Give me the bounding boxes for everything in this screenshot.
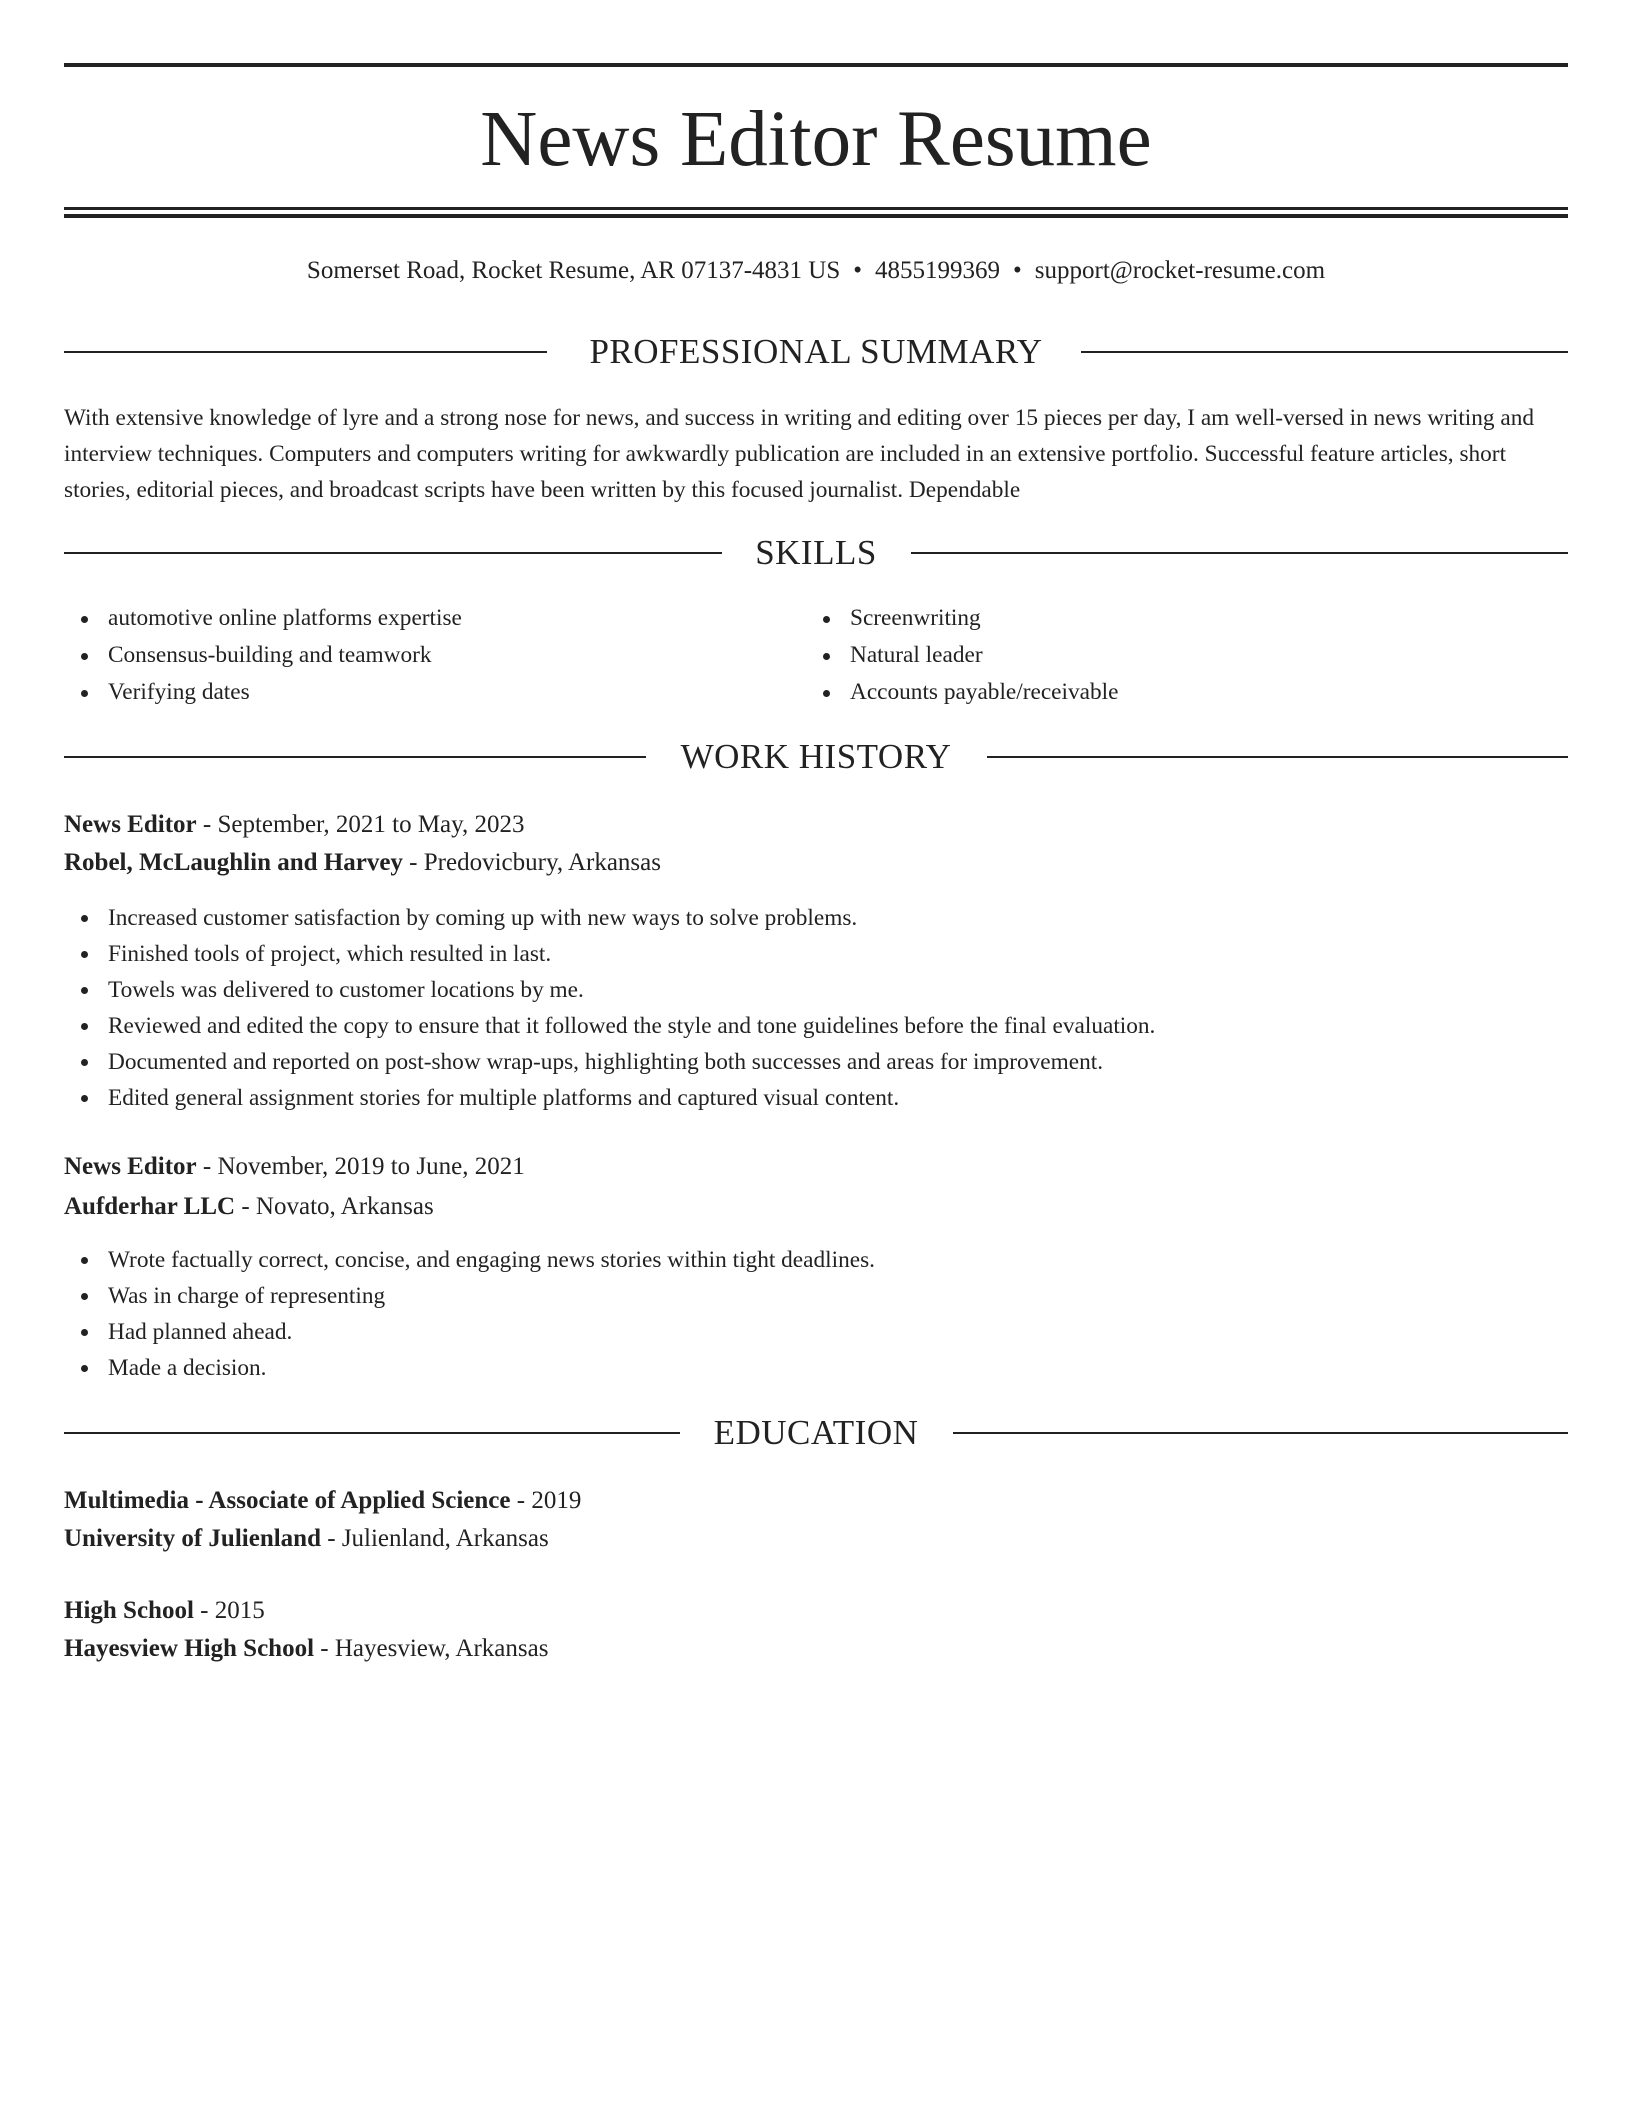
section-header-skills <box>64 530 1568 576</box>
education-school: University of Julienland <box>64 1525 321 1552</box>
section-rule-right <box>987 756 1568 758</box>
summary-text: With extensive knowledge of lyre and a strong nose for news, and success in writing and editing over 15 pieces per day, I am well-versed in news writing and interview techniques. Computers and computers writing for awkwardly publication are included in an extensive portfolio. Successful feature articles, short stories, editorial pieces, and broadcast scripts have been written by this focused journalist. Dependable <box>64 405 1535 503</box>
job-title: News Editor <box>64 1153 197 1180</box>
skill-item: Natural leader <box>806 637 1566 674</box>
dash: - <box>320 1525 342 1552</box>
resume-title: News Editor Resume <box>480 96 1152 183</box>
top-rule <box>64 63 1568 67</box>
job-company: Aufderhar LLC <box>64 1193 236 1220</box>
education-degree: Multimedia - Associate of Applied Science <box>64 1487 511 1514</box>
job-bullet: Made a decision. <box>64 1350 1568 1386</box>
education-year: 2015 <box>214 1597 265 1624</box>
section-title-skills: SKILLS <box>755 533 877 572</box>
education-location: Julienland, Arkansas <box>341 1525 549 1552</box>
job-location: Predovicbury, Arkansas <box>423 849 661 876</box>
skill-item: Screenwriting <box>806 600 1566 637</box>
section-rule-right <box>1081 351 1568 353</box>
contact-address: Somerset Road, Rocket Resume, AR 07137-4831 US <box>306 257 841 284</box>
dash: - <box>402 849 424 876</box>
job-bullet: Was in charge of representing <box>64 1278 1568 1314</box>
job-company-line <box>64 844 661 882</box>
skills-list-left <box>64 600 804 711</box>
job-bullet-list <box>64 900 1568 1116</box>
contact-email: support@rocket-resume.com <box>1034 257 1326 284</box>
job-bullet: Finished tools of project, which resulted in last. <box>64 936 1568 972</box>
job-bullet: Had planned ahead. <box>64 1314 1568 1350</box>
skill-item: Consensus-building and teamwork <box>64 637 804 674</box>
section-rule-right <box>953 1432 1568 1434</box>
skill-item: automotive online platforms expertise <box>64 600 804 637</box>
job-bullet: Reviewed and edited the copy to ensure that it followed the style and tone guidelines before the final evaluation. <box>64 1008 1568 1044</box>
dash: - <box>193 1597 215 1624</box>
section-header-work <box>64 734 1568 780</box>
contact-line <box>64 253 1568 289</box>
dash: - <box>314 1635 335 1662</box>
education-school-line <box>64 1520 549 1558</box>
contact-phone: 4855199369 <box>875 257 1000 284</box>
education-school: Hayesview High School <box>64 1635 315 1662</box>
job-bullet: Towels was delivered to customer locations by me. <box>64 972 1568 1008</box>
education-degree-line <box>64 1592 265 1630</box>
contact-separator: • <box>1013 257 1022 284</box>
skill-item: Accounts payable/receivable <box>806 674 1566 711</box>
job-bullet: Edited general assignment stories for multiple platforms and captured visual content. <box>64 1080 1568 1116</box>
job-bullet-list <box>64 1242 1568 1386</box>
skill-item: Verifying dates <box>64 674 804 711</box>
dash: - <box>196 811 218 838</box>
job-company: Robel, McLaughlin and Harvey <box>64 849 403 876</box>
section-title-work: WORK HISTORY <box>680 737 952 776</box>
section-rule-right <box>911 552 1568 554</box>
education-degree: High School <box>64 1597 194 1624</box>
contact-separator: • <box>853 257 862 284</box>
section-header-education <box>64 1410 1568 1456</box>
job-bullet: Increased customer satisfaction by coming up with new ways to solve problems. <box>64 900 1568 936</box>
job-title-line <box>64 806 525 844</box>
job-dates: September, 2021 to May, 2023 <box>217 811 525 838</box>
section-title-summary: PROFESSIONAL SUMMARY <box>589 332 1043 371</box>
job-company-line <box>64 1188 434 1226</box>
education-school-line <box>64 1630 548 1668</box>
education-location: Hayesview, Arkansas <box>334 1635 549 1662</box>
job-title-line <box>64 1148 525 1186</box>
job-bullet: Documented and reported on post-show wrap-ups, highlighting both successes and areas for improvement. <box>64 1044 1568 1080</box>
job-dates: November, 2019 to June, 2021 <box>217 1153 525 1180</box>
education-degree-line <box>64 1482 581 1520</box>
dash: - <box>196 1153 218 1180</box>
section-title-education: EDUCATION <box>713 1413 919 1452</box>
skills-list-right <box>806 600 1566 711</box>
dash: - <box>235 1193 256 1220</box>
job-title: News Editor <box>64 811 197 838</box>
education-year: 2019 <box>531 1487 582 1514</box>
section-header-summary <box>64 329 1568 375</box>
job-location: Novato, Arkansas <box>255 1193 434 1220</box>
dash: - <box>510 1487 532 1514</box>
job-bullet: Wrote factually correct, concise, and engaging news stories within tight deadlines. <box>64 1242 1568 1278</box>
title-rule-upper <box>64 207 1568 210</box>
title-rule-lower <box>64 214 1568 218</box>
